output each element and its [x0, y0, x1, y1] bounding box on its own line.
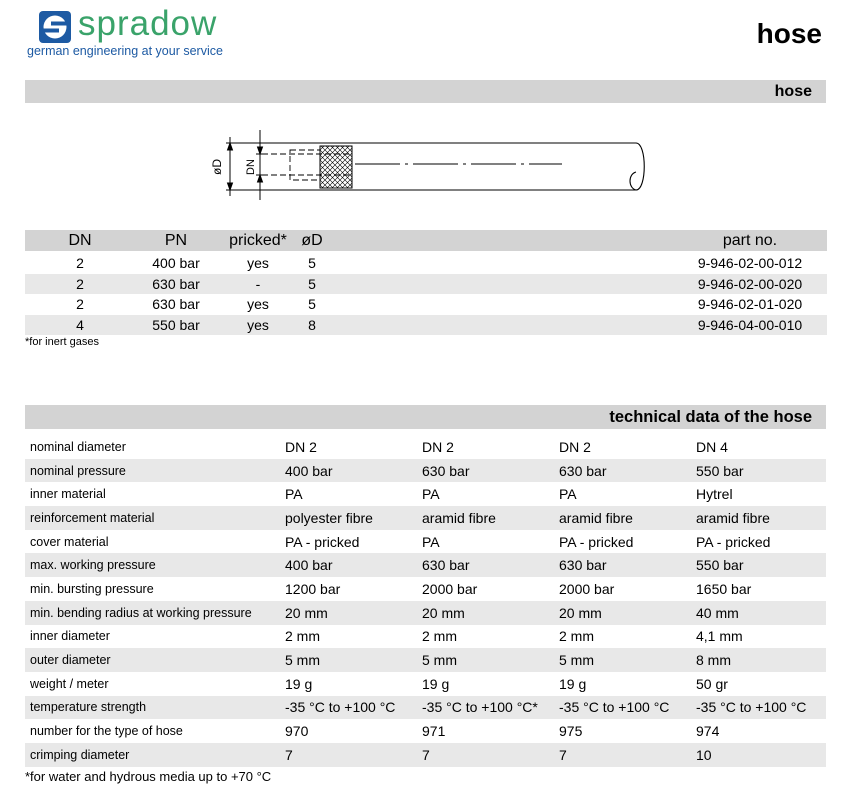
- header-part-no: part no.: [722, 231, 778, 249]
- value-col-1: 400 bar: [285, 462, 333, 479]
- value-col-3: 2000 bar: [559, 580, 615, 597]
- value-col-3: 19 g: [559, 675, 587, 692]
- table-row: [25, 553, 826, 577]
- value-col-2: -35 °C to +100 °C*: [422, 699, 538, 716]
- cell-outer-diameter: 5: [308, 255, 316, 272]
- cell-pricked: -: [255, 275, 261, 292]
- row-label: temperature strength: [30, 700, 147, 715]
- value-col-1: -35 °C to +100 °C: [285, 699, 396, 716]
- cell-part-no: 9-946-04-00-010: [697, 316, 803, 333]
- cell-pn: 630 bar: [152, 296, 200, 313]
- value-col-1: 5 mm: [285, 652, 320, 669]
- value-col-4: 10: [696, 746, 712, 763]
- value-col-4: 550 bar: [696, 462, 744, 479]
- cell-pn: 400 bar: [152, 255, 200, 272]
- technical-data-footnote: *for water and hydrous media up to +70 °C: [25, 769, 272, 784]
- outer-diameter-label: øD: [210, 159, 225, 175]
- cell-outer-diameter: 5: [308, 275, 316, 292]
- cell-dn: 4: [76, 316, 84, 333]
- parts-table-header: [25, 230, 827, 251]
- brand-tagline: german engineering at your service: [27, 44, 223, 58]
- header-dn: DN: [68, 231, 92, 249]
- value-col-2: 971: [422, 723, 446, 740]
- value-col-1: polyester fibre: [285, 509, 373, 526]
- outer-diameter-dimension: [226, 137, 236, 196]
- cell-part-no: 9-946-02-01-020: [697, 296, 803, 313]
- header-pn: PN: [164, 231, 188, 249]
- value-col-4: 40 mm: [696, 604, 739, 621]
- row-label: weight / meter: [30, 676, 109, 691]
- value-col-3: aramid fibre: [559, 509, 633, 526]
- value-col-4: PA - pricked: [696, 533, 771, 550]
- cell-pricked: yes: [247, 316, 269, 333]
- value-col-1: 7: [285, 746, 293, 763]
- value-col-1: PA - pricked: [285, 533, 360, 550]
- value-col-4: 974: [696, 723, 720, 740]
- table-row: [25, 315, 827, 336]
- value-col-4: 1650 bar: [696, 580, 752, 597]
- value-col-3: 630 bar: [559, 557, 607, 574]
- value-col-3: 5 mm: [559, 652, 594, 669]
- table-row: [25, 253, 827, 274]
- row-label: outer diameter: [30, 653, 111, 668]
- value-col-2: PA: [422, 486, 440, 503]
- row-label: cover material: [30, 534, 109, 549]
- value-col-3: 20 mm: [559, 604, 602, 621]
- hose-diagram: [200, 125, 650, 205]
- value-col-4: 50 gr: [696, 675, 728, 692]
- value-col-3: -35 °C to +100 °C: [559, 699, 670, 716]
- page-title: hose: [756, 18, 822, 49]
- value-col-2: 2000 bar: [422, 580, 478, 597]
- table-row: [25, 577, 826, 601]
- spradow-logo-icon: [39, 11, 71, 43]
- value-col-1: 400 bar: [285, 557, 333, 574]
- value-col-2: 7: [422, 746, 430, 763]
- value-col-3: 2 mm: [559, 628, 594, 645]
- cell-dn: 2: [76, 275, 84, 292]
- value-col-1: 20 mm: [285, 604, 328, 621]
- value-col-1: 1200 bar: [285, 580, 341, 597]
- value-col-3: 630 bar: [559, 462, 607, 479]
- section-header-hose: [25, 80, 826, 103]
- row-label: nominal pressure: [30, 463, 126, 478]
- value-col-3: DN 2: [559, 438, 591, 455]
- table-row: [25, 459, 826, 483]
- nominal-diameter-label: DN: [244, 159, 257, 175]
- value-col-4: 550 bar: [696, 557, 744, 574]
- section-title: technical data of the hose: [609, 408, 812, 426]
- cell-pricked: yes: [247, 296, 269, 313]
- value-col-1: DN 2: [285, 438, 317, 455]
- value-col-3: 7: [559, 746, 567, 763]
- value-col-2: 20 mm: [422, 604, 465, 621]
- technical-data-table: [25, 435, 826, 767]
- cell-outer-diameter: 8: [308, 316, 316, 333]
- table-row: [25, 530, 826, 554]
- row-label: max. working pressure: [30, 558, 156, 573]
- value-col-4: -35 °C to +100 °C: [696, 699, 807, 716]
- table-row: [25, 648, 826, 672]
- table-row: [25, 274, 827, 295]
- table-row: [25, 435, 826, 459]
- parts-table-body: [25, 253, 827, 335]
- table-row: [25, 506, 826, 530]
- row-label: inner material: [30, 487, 106, 502]
- table-row: [25, 719, 826, 743]
- row-label: reinforcement material: [30, 510, 155, 525]
- header-outer-diameter: øD: [301, 231, 323, 249]
- row-label: min. bursting pressure: [30, 581, 154, 596]
- value-col-2: DN 2: [422, 438, 454, 455]
- value-col-2: 630 bar: [422, 462, 470, 479]
- cell-pricked: yes: [247, 255, 269, 272]
- cell-pn: 630 bar: [152, 275, 200, 292]
- cell-part-no: 9-946-02-00-020: [697, 275, 803, 292]
- value-col-1: 970: [285, 723, 309, 740]
- brand-name: spradow: [78, 4, 218, 43]
- hatched-reinforcement: [320, 146, 352, 188]
- row-label: min. bending radius at working pressure: [30, 605, 252, 620]
- table-row: [25, 696, 826, 720]
- value-col-2: 2 mm: [422, 628, 457, 645]
- value-col-4: aramid fibre: [696, 509, 770, 526]
- value-col-3: PA - pricked: [559, 533, 634, 550]
- value-col-1: 19 g: [285, 675, 313, 692]
- value-col-2: 630 bar: [422, 557, 470, 574]
- parts-table: [25, 230, 827, 335]
- row-label: number for the type of hose: [30, 724, 183, 739]
- table-row: [25, 672, 826, 696]
- value-col-4: Hytrel: [696, 486, 733, 503]
- value-col-2: 5 mm: [422, 652, 457, 669]
- row-label: crimping diameter: [30, 747, 130, 762]
- table-row: [25, 601, 826, 625]
- section-header-technical-data: [25, 405, 826, 429]
- value-col-4: DN 4: [696, 438, 728, 455]
- parts-table-footnote: *for inert gases: [25, 336, 99, 348]
- section-title: hose: [774, 83, 812, 100]
- value-col-1: PA: [285, 486, 303, 503]
- cell-dn: 2: [76, 255, 84, 272]
- row-label: inner diameter: [30, 629, 110, 644]
- table-row: [25, 625, 826, 649]
- table-row: [25, 482, 826, 506]
- cell-dn: 2: [76, 296, 84, 313]
- row-label: nominal diameter: [30, 439, 126, 454]
- value-col-4: 4,1 mm: [696, 628, 743, 645]
- value-col-4: 8 mm: [696, 652, 731, 669]
- cell-part-no: 9-946-02-00-012: [697, 255, 803, 272]
- value-col-3: 975: [559, 723, 583, 740]
- value-col-3: PA: [559, 486, 577, 503]
- cell-pn: 550 bar: [152, 316, 200, 333]
- value-col-2: PA: [422, 533, 440, 550]
- table-row: [25, 743, 826, 767]
- value-col-2: aramid fibre: [422, 509, 496, 526]
- value-col-1: 2 mm: [285, 628, 320, 645]
- table-row: [25, 294, 827, 315]
- value-col-2: 19 g: [422, 675, 450, 692]
- header-pricked: pricked*: [229, 231, 287, 249]
- cell-outer-diameter: 5: [308, 296, 316, 313]
